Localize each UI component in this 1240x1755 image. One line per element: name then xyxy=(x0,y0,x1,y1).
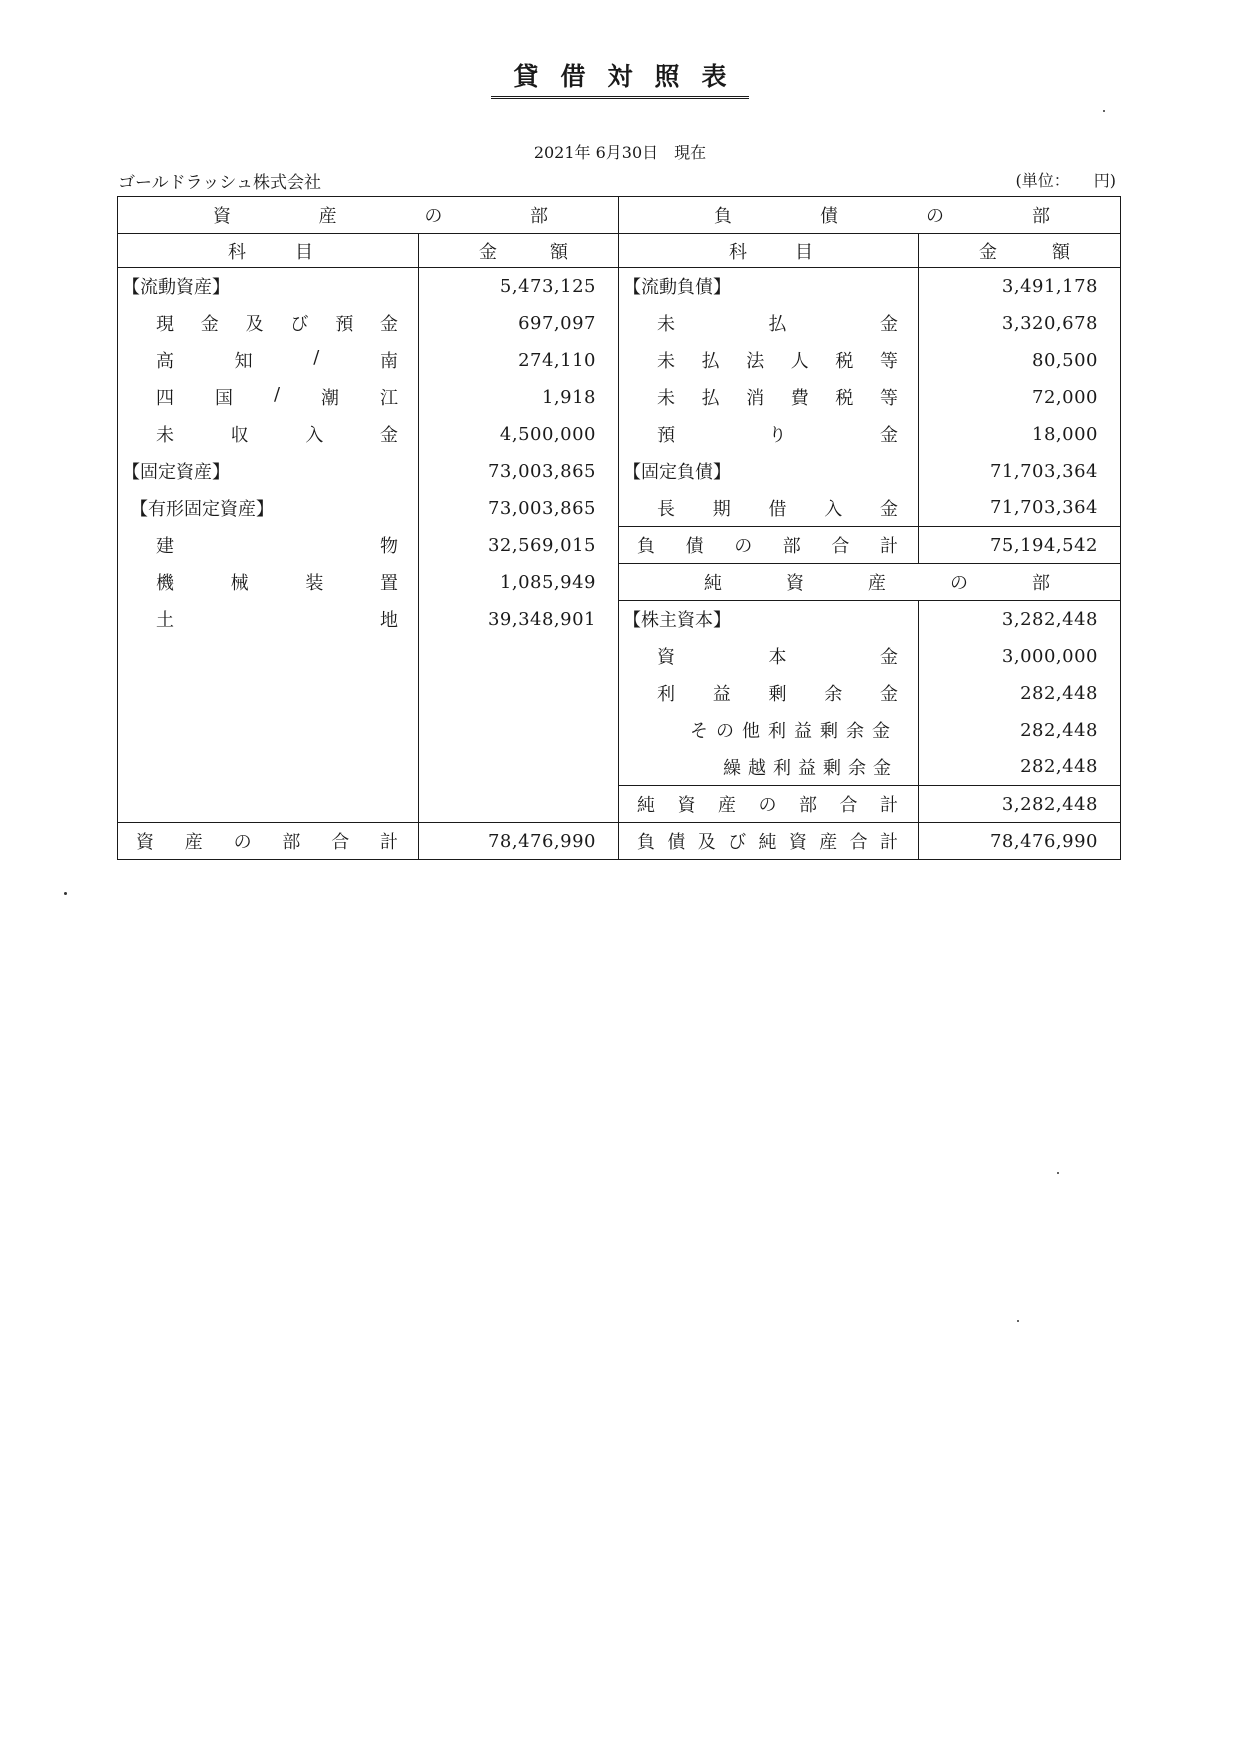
carried-forward-label: 繰越利益剰余金 xyxy=(619,749,919,786)
asset-amount: 1,918 xyxy=(419,379,619,416)
asset-item: 機 械 装 置 xyxy=(118,564,419,601)
asset-item: 土 地 xyxy=(118,601,419,638)
scan-speck xyxy=(1103,110,1105,112)
current-liabilities-amount: 3,491,178 xyxy=(919,268,1121,305)
table-row xyxy=(118,379,1121,416)
table-row xyxy=(118,305,1121,342)
asset-amount: 32,569,015 xyxy=(419,527,619,564)
current-assets-label: 【流動資産】 xyxy=(118,268,419,305)
net-assets-section-header: 純 資 産 の 部 xyxy=(619,564,1121,601)
fixed-liabilities-amount: 71,703,364 xyxy=(919,453,1121,490)
table-row xyxy=(118,416,1121,453)
scan-speck xyxy=(1057,1172,1059,1174)
asset-amount: 39,348,901 xyxy=(419,601,619,638)
tangible-assets-amount: 73,003,865 xyxy=(419,490,619,527)
table-row xyxy=(118,749,1121,786)
liability-amount: 3,320,678 xyxy=(919,305,1121,342)
asset-item: 現 金 及 び 預 金 xyxy=(118,305,419,342)
liability-amount: 18,000 xyxy=(919,416,1121,453)
table-row xyxy=(118,712,1121,749)
table-row xyxy=(118,564,1121,601)
other-retained-earnings-label: その他利益剰余金 xyxy=(619,712,919,749)
shareholders-equity-label: 【株主資本】 xyxy=(619,601,919,638)
asset-item: 未 収 入 金 xyxy=(118,416,419,453)
liability-item: 預 り 金 xyxy=(619,416,919,453)
asset-amount: 697,097 xyxy=(419,305,619,342)
table-row xyxy=(118,527,1121,564)
scan-speck xyxy=(1017,1320,1019,1322)
page-title: 貸借対照表 xyxy=(0,62,1240,99)
current-liabilities-label: 【流動負債】 xyxy=(619,268,919,305)
assets-total-label: 資 産 の 部 合 計 xyxy=(118,823,419,860)
asset-amount: 274,110 xyxy=(419,342,619,379)
company-name: ゴールドラッシュ株式会社 xyxy=(118,173,321,193)
assets-total-amount: 78,476,990 xyxy=(419,823,619,860)
grand-total-amount: 78,476,990 xyxy=(919,823,1121,860)
liabilities-total-amount: 75,194,542 xyxy=(919,527,1121,564)
current-assets-amount: 5,473,125 xyxy=(419,268,619,305)
liability-item: 長 期 借 入 金 xyxy=(619,490,919,527)
other-retained-earnings-amount: 282,448 xyxy=(919,712,1121,749)
retained-earnings-label: 利 益 剰 余 金 xyxy=(619,675,919,712)
net-assets-total-amount: 3,282,448 xyxy=(919,786,1121,823)
fixed-liabilities-label: 【固定負債】 xyxy=(619,453,919,490)
table-row xyxy=(118,453,1121,490)
liabilities-total-label: 負 債 の 部 合 計 xyxy=(619,527,919,564)
liability-item: 未 払 消 費 税 等 xyxy=(619,379,919,416)
table-row xyxy=(118,490,1121,527)
amount-header: 金 額 xyxy=(419,234,619,268)
liability-amount: 80,500 xyxy=(919,342,1121,379)
net-assets-total-label: 純 資 産 の 部 合 計 xyxy=(619,786,919,823)
balance-sheet-table xyxy=(117,196,1121,860)
asset-amount: 1,085,949 xyxy=(419,564,619,601)
assets-section-header: 資 産 の 部 xyxy=(118,197,619,234)
table-row xyxy=(118,675,1121,712)
liability-item: 未 払 金 xyxy=(619,305,919,342)
retained-earnings-amount: 282,448 xyxy=(919,675,1121,712)
tangible-assets-label: 【有形固定資産】 xyxy=(118,490,419,527)
table-row xyxy=(118,786,1121,823)
capital-amount: 3,000,000 xyxy=(919,638,1121,675)
asset-item: 建 物 xyxy=(118,527,419,564)
carried-forward-amount: 282,448 xyxy=(919,749,1121,786)
liability-amount: 72,000 xyxy=(919,379,1121,416)
subject-header: 科 目 xyxy=(619,234,919,268)
liabilities-section-header: 負 債 の 部 xyxy=(619,197,1121,234)
table-row xyxy=(118,823,1121,860)
grand-total-label: 負 債 及 び 純 資 産 合 計 xyxy=(619,823,919,860)
amount-header: 金 額 xyxy=(919,234,1121,268)
liability-amount: 71,703,364 xyxy=(919,490,1121,527)
liability-item: 未 払 法 人 税 等 xyxy=(619,342,919,379)
table-row xyxy=(118,342,1121,379)
fixed-assets-amount: 73,003,865 xyxy=(419,453,619,490)
scan-speck xyxy=(64,892,67,895)
asset-item: 四 国 / 潮 江 xyxy=(118,379,419,416)
subject-header: 科 目 xyxy=(118,234,419,268)
table-row xyxy=(118,601,1121,638)
asset-item: 高 知 / 南 xyxy=(118,342,419,379)
table-row xyxy=(118,268,1121,305)
unit-label: (単位： 円) xyxy=(1015,171,1116,190)
table-row xyxy=(118,638,1121,675)
capital-label: 資 本 金 xyxy=(619,638,919,675)
asset-amount: 4,500,000 xyxy=(419,416,619,453)
report-date: 2021年 6月30日 現在 xyxy=(533,143,707,162)
shareholders-equity-amount: 3,282,448 xyxy=(919,601,1121,638)
fixed-assets-label: 【固定資産】 xyxy=(118,453,419,490)
